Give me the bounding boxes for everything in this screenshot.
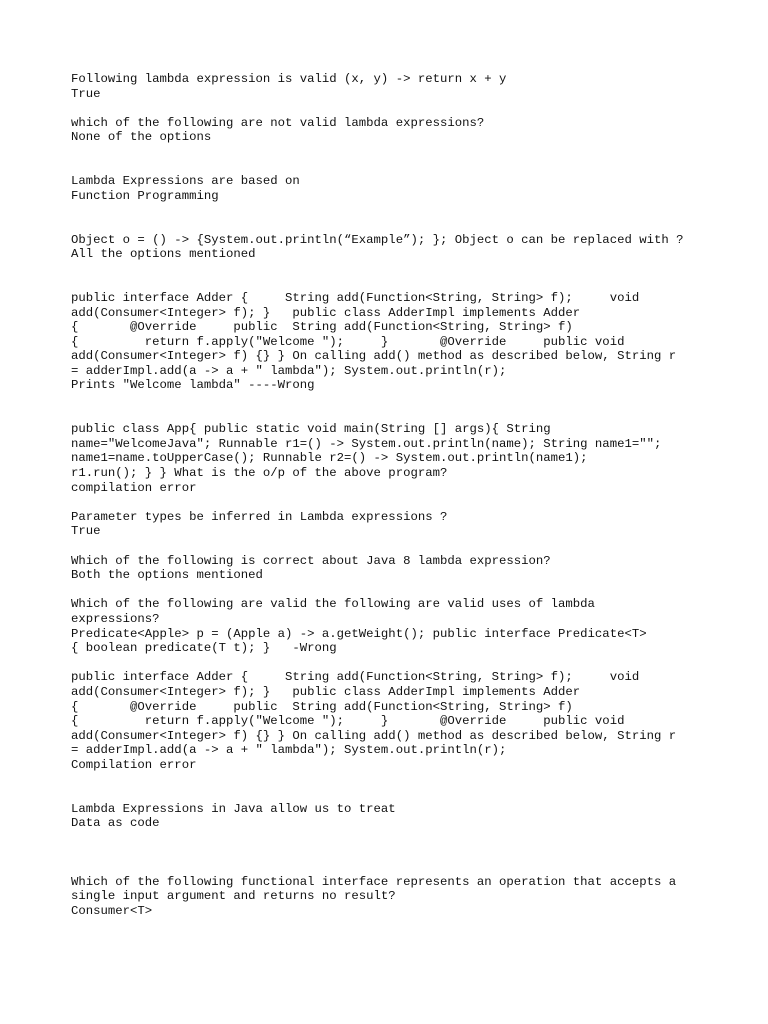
qa-block xyxy=(71,554,711,583)
answer-line: Predicate<Apple> p = (Apple a) -> a.getWeight(); public interface Predicate<T> xyxy=(71,626,647,641)
question-line: name1=name.toUpperCase(); Runnable r2=() -> System.out.println(name1); xyxy=(71,451,588,466)
question-line: Lambda Expressions in Java allow us to treat xyxy=(71,801,396,816)
block-spacer xyxy=(71,101,711,116)
question-line: expressions? xyxy=(71,611,160,626)
question-line: { return f.apply("Welcome "); } @Override public void xyxy=(71,334,625,349)
qa-block xyxy=(71,116,711,145)
qa-block xyxy=(71,174,711,203)
question-line: { @Override public String add(Function<String, String> f) xyxy=(71,699,573,714)
block-spacer xyxy=(71,831,711,875)
answer-line: Data as code xyxy=(71,816,160,831)
question-line: public interface Adder { String add(Function<String, String> f); void xyxy=(71,670,640,685)
block-spacer xyxy=(71,583,711,598)
qa-block xyxy=(71,291,711,393)
question-line: add(Consumer<Integer> f); } public class AdderImpl implements Adder xyxy=(71,305,581,320)
question-line: Lambda Expressions are based on xyxy=(71,174,300,189)
question-line: add(Consumer<Integer> f) {} } On calling add() method as described below, String r xyxy=(71,349,677,364)
qa-block xyxy=(71,875,711,919)
answer-line: Compilation error xyxy=(71,757,197,772)
question-line: Which of the following functional interface represents an operation that accepts a xyxy=(71,874,677,889)
block-spacer xyxy=(71,656,711,671)
question-line: which of the following are not valid lambda expressions? xyxy=(71,115,485,130)
block-spacer xyxy=(71,393,711,422)
block-spacer xyxy=(71,495,711,510)
qa-block xyxy=(71,597,711,655)
answer-line: Prints "Welcome lambda" ----Wrong xyxy=(71,378,315,393)
block-spacer xyxy=(71,203,711,232)
question-line: = adderImpl.add(a -> a + " lambda"); System.out.println(r); xyxy=(71,743,507,758)
answer-line: Both the options mentioned xyxy=(71,568,263,583)
question-line: Parameter types be inferred in Lambda expressions ? xyxy=(71,509,448,524)
qa-block xyxy=(71,233,711,262)
qa-block xyxy=(71,670,711,772)
question-line: name="WelcomeJava"; Runnable r1=() -> System.out.println(name); String name1=""; xyxy=(71,436,662,451)
block-spacer xyxy=(71,145,711,174)
answer-line: All the options mentioned xyxy=(71,247,256,262)
qa-block xyxy=(71,422,711,495)
question-line: Which of the following is correct about Java 8 lambda expression? xyxy=(71,553,551,568)
question-line: = adderImpl.add(a -> a + " lambda"); System.out.println(r); xyxy=(71,363,507,378)
question-line: { return f.apply("Welcome "); } @Override public void xyxy=(71,714,625,729)
question-line: single input argument and returns no result? xyxy=(71,889,396,904)
block-spacer xyxy=(71,262,711,291)
question-line: public class App{ public static void main(String [] args){ String xyxy=(71,422,551,437)
qa-block xyxy=(71,510,711,539)
answer-line: True xyxy=(71,86,101,101)
answer-line: Consumer<T> xyxy=(71,903,153,918)
question-line: Object o = () -> {System.out.println(“Example”); }; Object o can be replaced with ? xyxy=(71,232,684,247)
answer-line: True xyxy=(71,524,101,539)
block-spacer xyxy=(71,773,711,802)
qa-block xyxy=(71,72,711,101)
question-line: Which of the following are valid the following are valid uses of lambda xyxy=(71,597,595,612)
answer-line: Function Programming xyxy=(71,188,219,203)
question-line: add(Consumer<Integer> f); } public class AdderImpl implements Adder xyxy=(71,684,581,699)
question-line: { @Override public String add(Function<String, String> f) xyxy=(71,320,573,335)
question-line: add(Consumer<Integer> f) {} } On calling add() method as described below, String r xyxy=(71,728,677,743)
question-line: Following lambda expression is valid (x, y) -> return x + y xyxy=(71,72,507,86)
document-body xyxy=(71,72,711,918)
block-spacer xyxy=(71,539,711,554)
qa-block xyxy=(71,802,711,831)
question-line: public interface Adder { String add(Function<String, String> f); void xyxy=(71,290,640,305)
answer-line: compilation error xyxy=(71,480,197,495)
question-line: r1.run(); } } What is the o/p of the above program? xyxy=(71,466,448,481)
answer-line: None of the options xyxy=(71,130,212,145)
answer-line: { boolean predicate(T t); } -Wrong xyxy=(71,641,337,656)
